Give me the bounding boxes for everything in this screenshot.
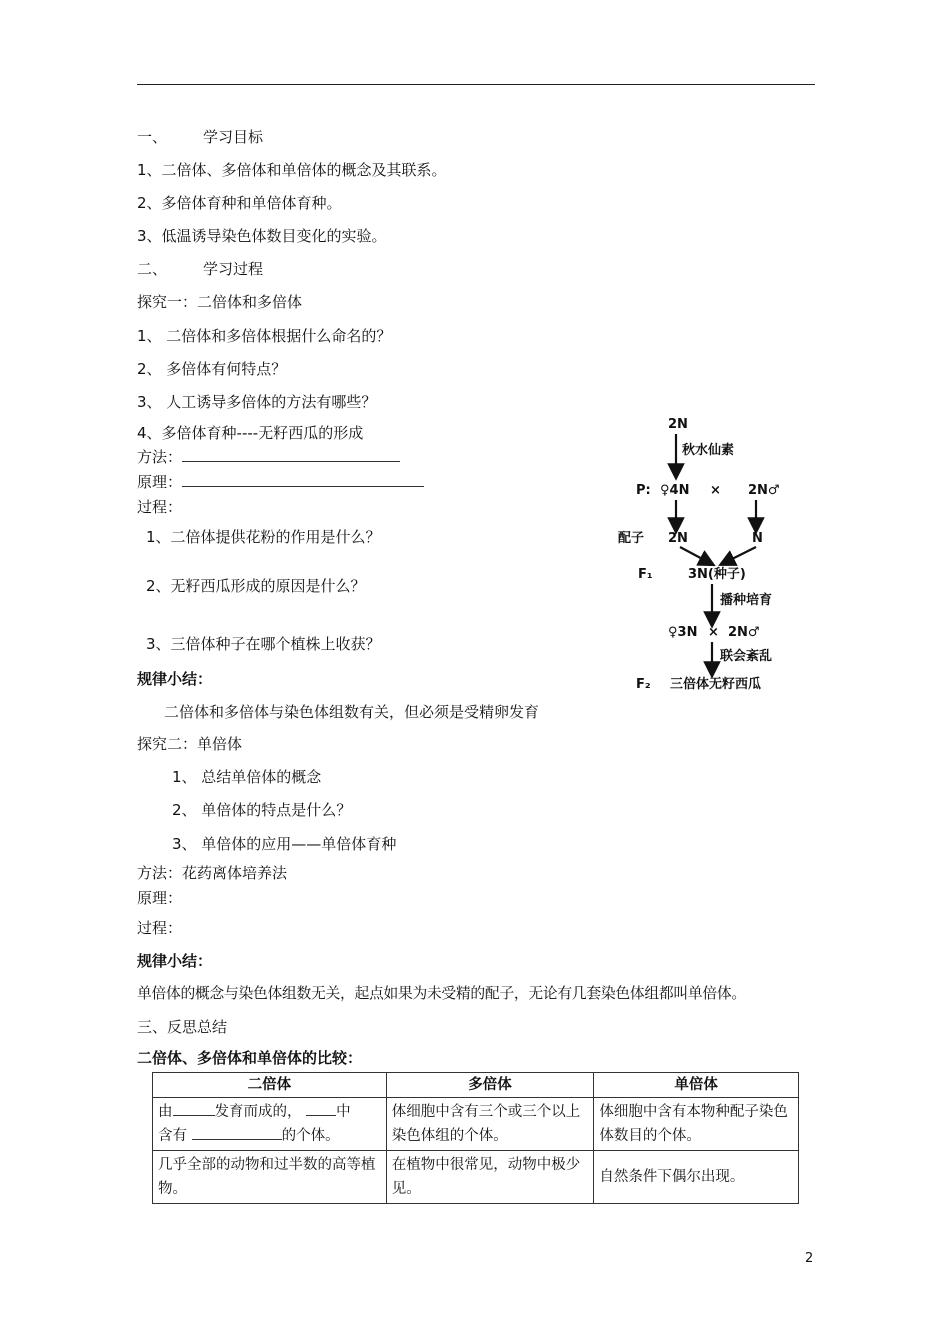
summary-title: 规律小结： (137, 952, 213, 970)
question-item: 2、 单倍体的特点是什么？ (172, 801, 352, 819)
column-header: 二倍体 (153, 1073, 387, 1098)
table-cell: 在植物中很常见，动物中极少见。 (386, 1151, 594, 1204)
summary-text: 二倍体和多倍体与染色体组数有关，但必须是受精卵发育 (164, 703, 540, 721)
explore2-title: 探究二：单倍体 (137, 735, 243, 753)
goal-item: 3、低温诱导染色体数目变化的实验。 (137, 227, 387, 245)
comparison-table (152, 1072, 799, 1204)
arrow (726, 547, 756, 562)
table-cell: 几乎全部的动物和过半数的高等植物。 (153, 1151, 387, 1204)
answer-blank[interactable] (173, 1101, 215, 1116)
table-cell: 由 发育而成的， 中 含有 的个体。 (153, 1098, 387, 1151)
diagram-p-label: P: (636, 483, 651, 498)
process-label: 过程： (137, 919, 183, 937)
question-item: 4、多倍体育种----无籽西瓜的形成 (137, 424, 364, 442)
summary-text: 单倍体的概念与染色体组数无关，起点如果为未受精的配子，无论有几套染色体组都叫单倍体。 (137, 985, 746, 1002)
header-rule (137, 84, 815, 85)
table-row (153, 1151, 799, 1204)
diagram-agent-label: 秋水仙素 (682, 443, 735, 458)
diagram-male-2n-b: 2N♂ (728, 625, 760, 640)
sub-question: 3、三倍体种子在哪个植株上收获？ (146, 635, 381, 653)
section-heading-goals: 一、 学习目标 (137, 128, 264, 146)
answer-blank[interactable] (182, 472, 424, 487)
diagram-sow-label: 播种培育 (720, 593, 773, 608)
diagram-female-4n: ♀4N (660, 483, 690, 498)
section-heading-reflection: 三、反思总结 (137, 1018, 228, 1036)
question-item: 1、 总结单倍体的概念 (172, 768, 322, 786)
diagram-gamete-2n: 2N (668, 531, 688, 546)
column-header: 多倍体 (386, 1073, 594, 1098)
question-item: 3、 人工诱导多倍体的方法有哪些？ (137, 393, 377, 411)
diagram-male-2n: 2N♂ (748, 483, 780, 498)
question-item: 2、 多倍体有何特点？ (137, 360, 287, 378)
page-number: 2 (805, 1251, 814, 1266)
answer-blank[interactable] (182, 447, 400, 462)
diagram-seed: 3N(种子) (688, 567, 746, 582)
table-cell: 体细胞中含有三个或三个以上染色体组的个体。 (386, 1098, 594, 1151)
method-line: 方法： (137, 447, 400, 467)
watermelon-breeding-diagram (610, 412, 810, 702)
section-heading-process: 二、 学习过程 (137, 260, 264, 278)
table-header-row (153, 1073, 799, 1098)
diagram-f2-label: F₂ (636, 677, 651, 692)
sub-question: 1、二倍体提供花粉的作用是什么？ (146, 528, 381, 546)
question-item: 1、 二倍体和多倍体根据什么命名的？ (137, 327, 392, 345)
diagram-top-2n: 2N (668, 417, 688, 432)
explore1-title: 探究一：二倍体和多倍体 (137, 293, 303, 311)
principle-line: 原理： (137, 472, 424, 492)
table-cell: 体细胞中含有本物种配子染色体数目的个体。 (594, 1098, 799, 1151)
diagram-gamete-label: 配子 (618, 531, 645, 546)
question-item: 3、 单倍体的应用——单倍体育种 (172, 835, 397, 853)
table-cell: 自然条件下偶尔出现。 (594, 1151, 799, 1204)
table-row (153, 1098, 799, 1151)
summary-title: 规律小结： (137, 670, 213, 688)
diagram-cross: × (710, 483, 721, 498)
diagram-female-3n: ♀3N (668, 625, 698, 640)
diagram-f1-label: F₁ (638, 567, 653, 582)
arrow (680, 547, 708, 562)
principle-line: 原理： (137, 889, 183, 907)
diagram-gamete-n: N (752, 531, 763, 546)
diagram-result: 三倍体无籽西瓜 (670, 677, 762, 692)
answer-blank[interactable] (306, 1101, 336, 1116)
comparison-title: 二倍体、多倍体和单倍体的比较： (137, 1049, 363, 1067)
diagram-meiosis-label: 联会紊乱 (720, 649, 773, 664)
process-label: 过程： (137, 498, 183, 516)
sub-question: 2、无籽西瓜形成的原因是什么？ (146, 577, 366, 595)
diagram-cross: × (708, 625, 719, 640)
answer-blank[interactable] (192, 1125, 282, 1140)
goal-item: 1、二倍体、多倍体和单倍体的概念及其联系。 (137, 161, 447, 179)
goal-item: 2、多倍体育种和单倍体育种。 (137, 194, 342, 212)
method-line: 方法：花药离体培养法 (137, 864, 288, 882)
column-header: 单倍体 (594, 1073, 799, 1098)
